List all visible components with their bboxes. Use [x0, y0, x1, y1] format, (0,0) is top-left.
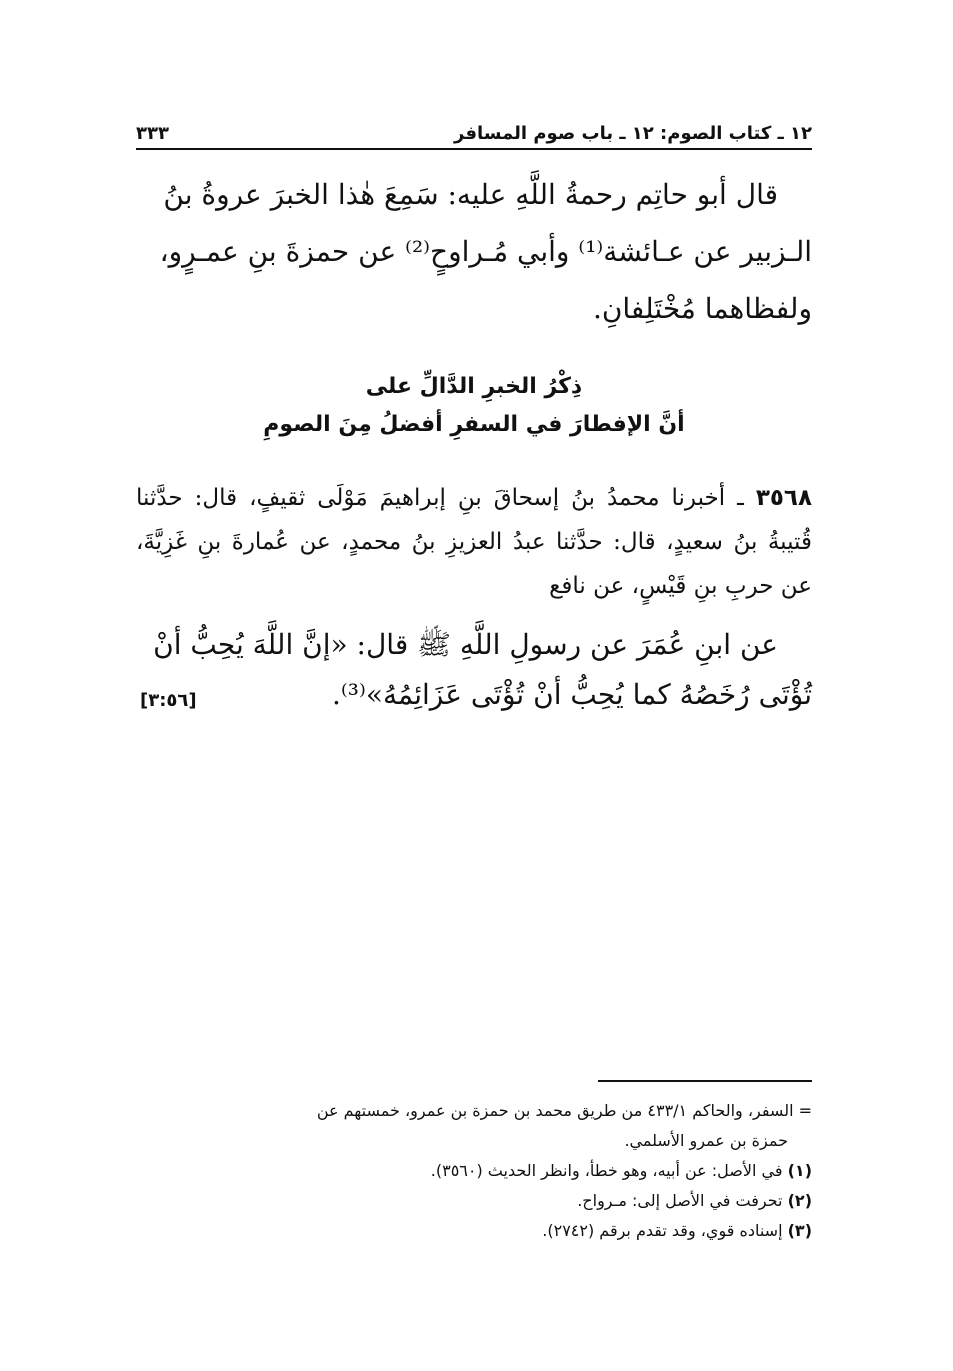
- matn-line: عن ابنِ عُمَرَ عن رسولِ اللَّهِ ﷺ قال: «إنَّ اللَّهَ يُحِبُّ أنْ: [153, 628, 778, 661]
- page-number: ٣٣٣: [136, 123, 169, 144]
- isnad-text: ـ أخبرنا محمدُ بنُ إسحاقَ بنِ إبراهيمَ مَوْلَى ثقيفٍ، قال: حدَّثنا قُتيبةُ بنُ سعيدٍ، قال: حدَّثنا عبدُ العزيزِ بنُ محمدٍ، عن عُمارةَ بنِ غَزِيَّةَ، عن حربِ بنِ قَيْسٍ، عن نافع: [136, 485, 812, 599]
- running-header: [136, 108, 812, 150]
- footnote-continuation: حمزة بن عمرو الأسلمي.: [624, 1131, 788, 1150]
- matn-line: تُؤْتَى رُخَصُهُ كما يُحِبُّ أنْ تُؤْتَى عَزَائِمُهُ»⁽³⁾.: [331, 678, 812, 711]
- footnote-text: في الأصل: عن أبيه، وهو خطأ، وانظر الحديث (٣٥٦٠).: [430, 1161, 783, 1180]
- running-title: ١٢ ـ كتاب الصوم: ١٢ ـ باب صوم المسافر: [454, 123, 812, 144]
- footnote-text: تحرفت في الأصل إلى: مـرواح.: [577, 1191, 783, 1210]
- footnote-marker: (٣): [787, 1221, 812, 1240]
- intro-paragraph: [136, 166, 812, 337]
- footnote-marker: (٢): [787, 1191, 812, 1210]
- intro-line: ولفظاهما مُخْتَلِفانِ.: [592, 292, 812, 325]
- hadith-isnad: [136, 476, 812, 608]
- footnote-marker: (١): [787, 1161, 812, 1180]
- intro-line: الـزبير عن عـائشة⁽¹⁾ وأبي مُـراوحٍ⁽²⁾ عن حمزةَ بنِ عمـرٍو،: [159, 235, 812, 268]
- footnote-divider: [598, 1080, 812, 1082]
- matn-last-row: [136, 670, 812, 720]
- footnote-continuation: = السفر، والحاكم ٤٣٣/١ من طريق محمد بن حمزة بن عمرو، خمستهم عن: [316, 1101, 812, 1120]
- section-heading: [136, 368, 812, 444]
- footnote-item: [136, 1216, 812, 1246]
- footnote-text: إسناده قوي، وقد تقدم برقم (٢٧٤٢).: [542, 1221, 783, 1240]
- volume-reference: [٣:٥٦]: [140, 690, 197, 711]
- hadith-matn: [136, 620, 812, 720]
- section-heading-line: ذِكْرُ الخبرِ الدَّالِّ على: [365, 374, 583, 399]
- intro-line: قال أبو حاتِم رحمةُ اللَّهِ عليه: سَمِعَ هٰذا الخبرَ عروةُ بنُ: [163, 178, 778, 211]
- footnotes: [136, 1096, 812, 1246]
- section-heading-line: أنَّ الإفطارَ في السفرِ أفضلُ مِنَ الصومِ: [263, 412, 685, 437]
- footnote-item: [136, 1156, 812, 1186]
- hadith-number: ٣٥٦٨: [755, 485, 812, 511]
- footnote-item: [136, 1186, 812, 1216]
